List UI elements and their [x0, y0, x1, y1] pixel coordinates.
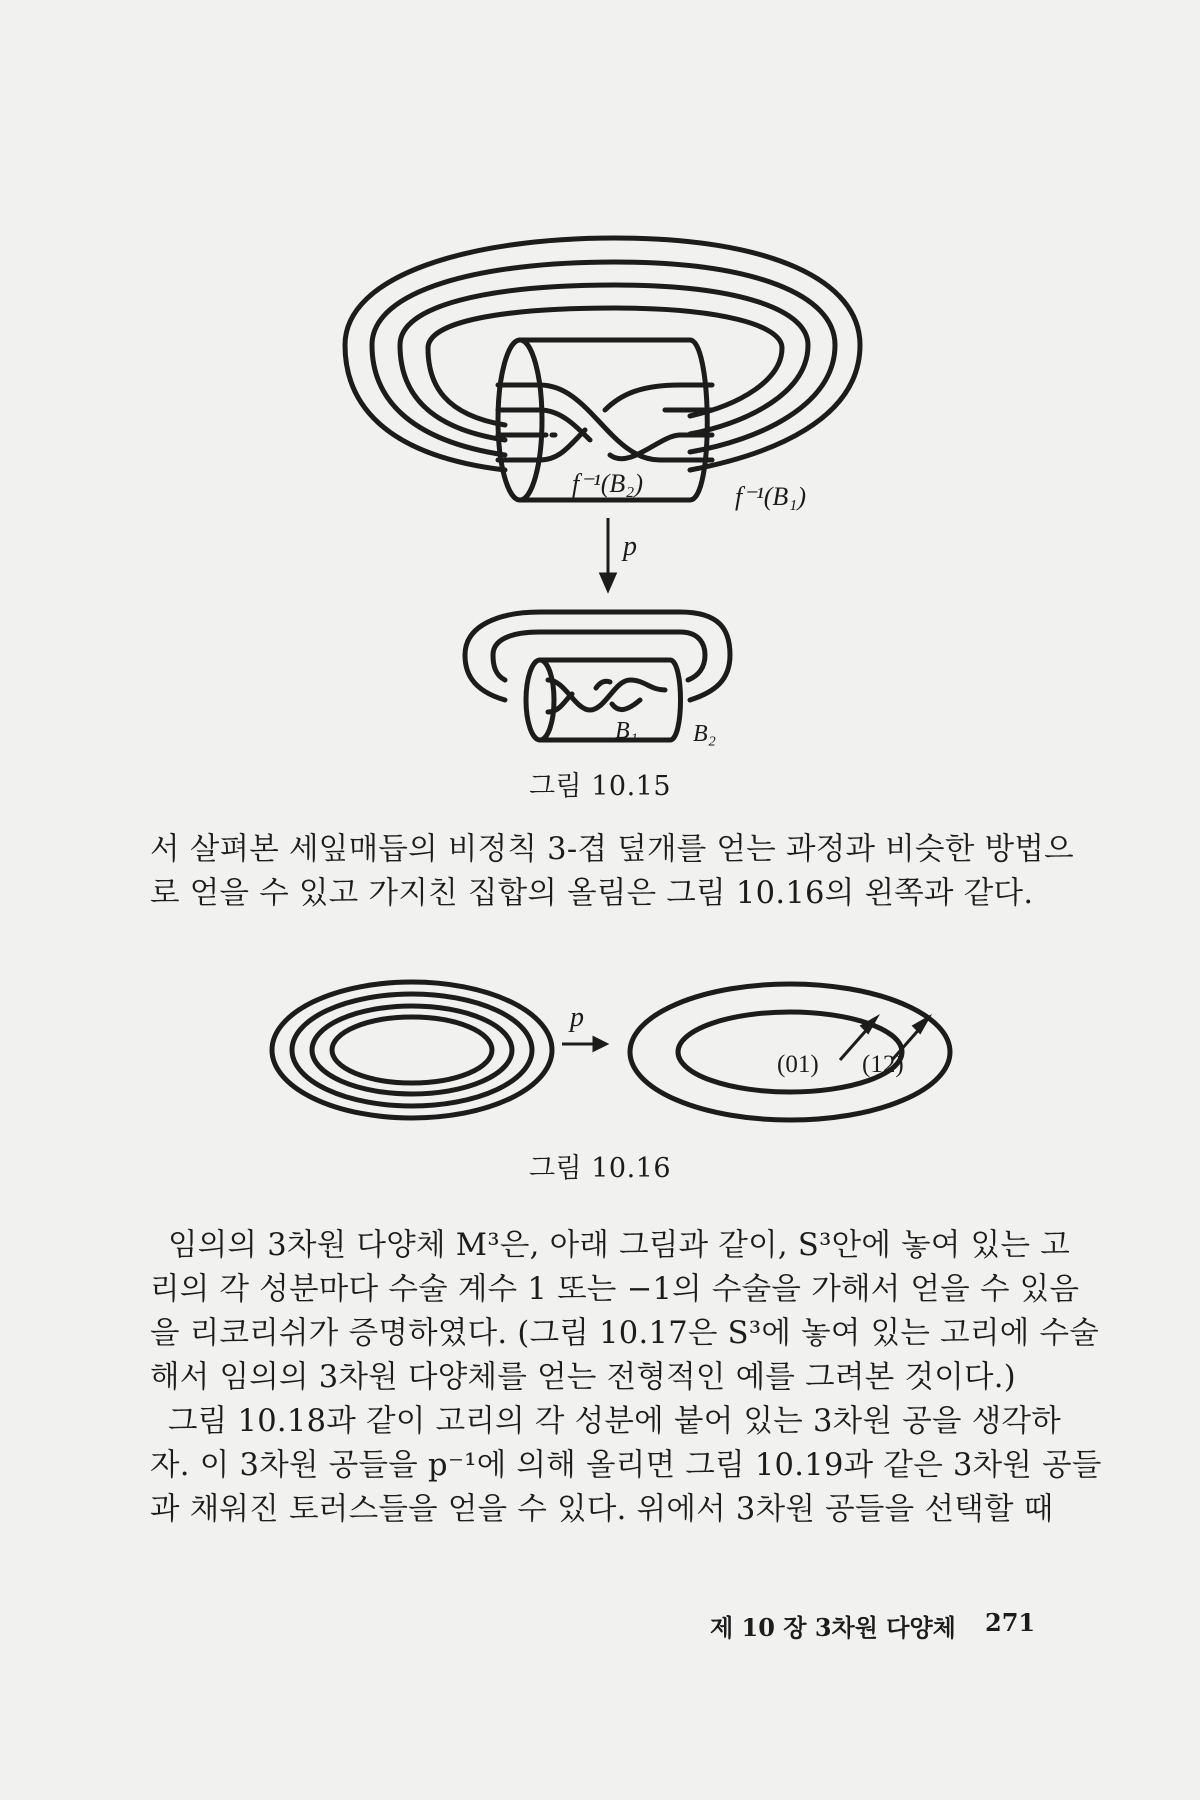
running-footer-chapter: 제 10 장 3차원 다양체 — [710, 1613, 956, 1642]
label-map-p-2: p — [570, 1002, 584, 1033]
label-f-inv-b2: f⁻¹(B₂) — [572, 469, 643, 498]
lift-circle-2 — [292, 994, 532, 1106]
label-12: (12) — [862, 1051, 904, 1078]
figure-10-15-caption: 그림 10.15 — [528, 771, 672, 802]
paragraph-3-line-1: 그림 10.18과 같이 고리의 각 성분에 붙어 있는 3차원 공을 생각하 — [168, 1404, 1062, 1439]
label-map-p-1: p — [623, 531, 637, 562]
figure-10-16-caption: 그림 10.16 — [528, 1153, 672, 1184]
lift-circle-4 — [332, 1017, 492, 1083]
label-f-inv-b1: f⁻¹(B₁) — [735, 482, 806, 511]
paragraph-1-line-2: 로 얻을 수 있고 가지친 집합의 올림은 그림 10.16의 왼쪽과 같다. — [150, 876, 1034, 911]
label-b1: B₁ — [615, 718, 639, 744]
paragraph-2-line-1: 임의의 3차원 다양체 M³은, 아래 그림과 같이, S³안에 놓여 있는 고 — [168, 1228, 1070, 1263]
label-01: (01) — [777, 1051, 819, 1078]
paragraph-3-line-2: 자. 이 3차원 공들을 p⁻¹에 의해 올리면 그림 10.19과 같은 3차원 공들 — [150, 1448, 1102, 1483]
paragraph-3 — [168, 1400, 1062, 1444]
paragraph-2 — [168, 1224, 1070, 1268]
paragraph-3-line-3: 과 채워진 토러스들을 얻을 수 있다. 위에서 3차원 공들을 선택할 때 — [150, 1492, 1054, 1527]
paragraph-2-cont — [150, 1268, 1099, 1400]
label-b2: B₂ — [693, 721, 717, 747]
paragraph-2-line-2: 리의 각 성분마다 수술 계수 1 또는 −1의 수술을 가해서 얻을 수 있음 — [150, 1272, 1080, 1307]
paragraph-1-line-1: 서 살펴본 세잎매듭의 비정칙 3-겹 덮개를 얻는 과정과 비슷한 방법으 — [150, 832, 1074, 867]
page-footer — [0, 1608, 1200, 1648]
page-number: 271 — [985, 1608, 1036, 1637]
paragraph-2-line-4: 해서 임의의 3차원 다양체를 얻는 전형적인 예를 그려본 것이다.) — [150, 1360, 1016, 1395]
paragraph-2-line-3: 을 리코리쉬가 증명하였다. (그림 10.17은 S³에 놓여 있는 고리에 수술 — [150, 1316, 1099, 1351]
paragraph-3-cont — [150, 1444, 1102, 1532]
